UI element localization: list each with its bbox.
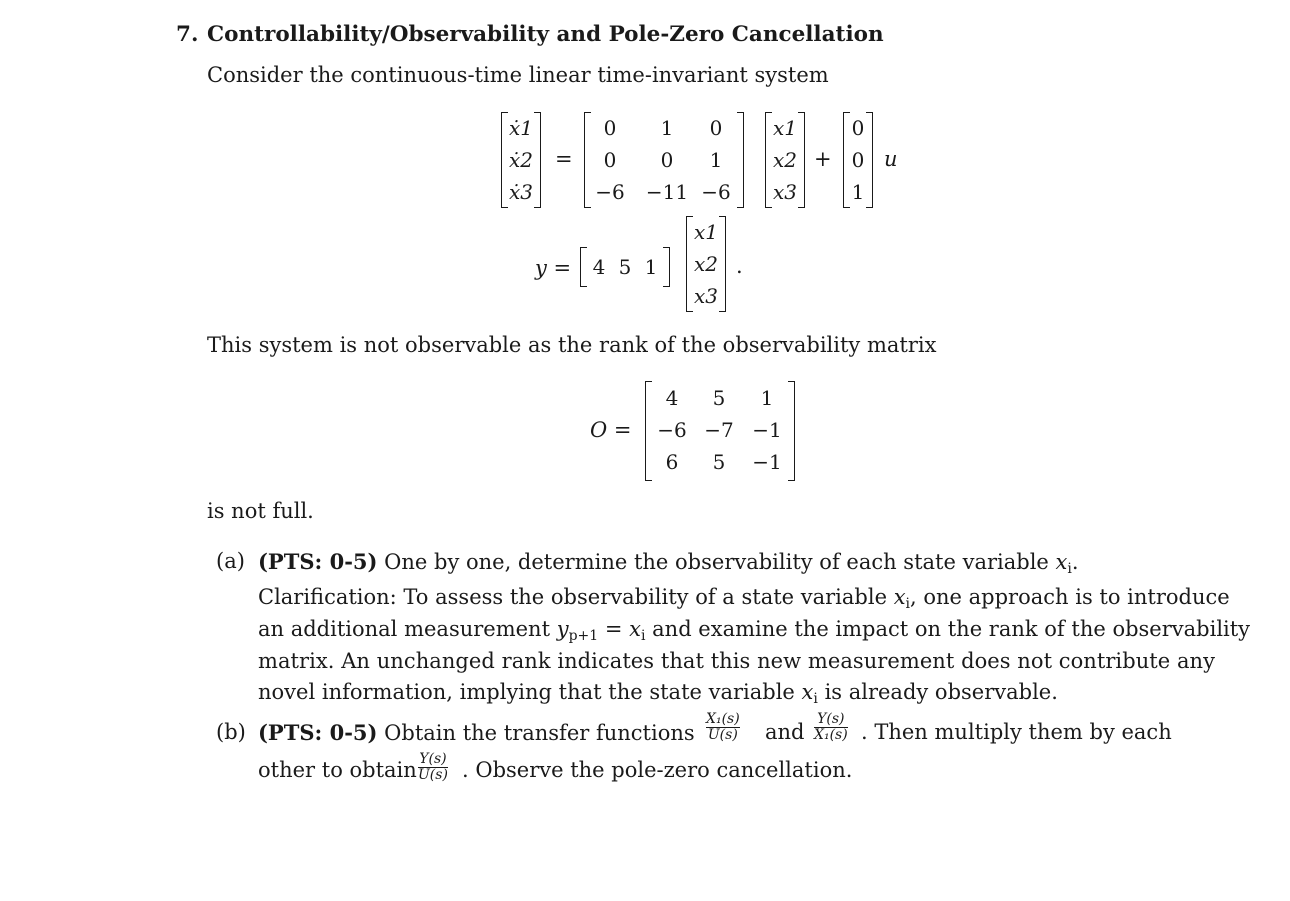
y-x-entry-1: x1 [693, 220, 718, 244]
output-period: . [736, 254, 743, 278]
plus-sign: + [814, 147, 832, 171]
clar4-var-sub: i [813, 691, 818, 707]
output-matrix-c [580, 247, 670, 287]
measurement-equals: = [598, 617, 630, 641]
a-12: 1 [660, 116, 674, 140]
clarification-text-4a: novel information, implying that the state variable [258, 680, 795, 704]
observability-text: This system is not observable as the rank of the observability matrix [207, 333, 937, 357]
fraction-3-denominator: U(s) [418, 767, 448, 783]
fraction-y-over-x1 [814, 712, 848, 743]
part-b-text-2b: . Observe the pole-zero cancellation. [462, 758, 853, 782]
b-entry-1: 0 [851, 116, 865, 140]
o-23: −1 [752, 418, 782, 442]
clar-var-sub: i [905, 596, 911, 612]
part-a-points: (PTS: 0-5) [258, 549, 378, 574]
observability-matrix [645, 381, 795, 481]
input-u: u [884, 147, 898, 171]
y-x-entry-2: x2 [693, 252, 718, 276]
measurement-y-sub: p+1 [568, 628, 599, 644]
state-derivative-vector [501, 112, 541, 208]
output-state-vector [686, 216, 726, 312]
y-x-entry-3: x3 [693, 284, 718, 308]
a-31: −6 [595, 180, 625, 204]
a-22: 0 [660, 148, 674, 172]
fraction-y-over-u [418, 752, 448, 783]
measurement-y: y [556, 617, 569, 641]
input-matrix-b [843, 112, 873, 208]
a-13: 0 [709, 116, 723, 140]
c-entry-3: 1 [644, 255, 658, 279]
clarification-text-2a: an additional measurement [258, 617, 551, 641]
system-matrix-a [584, 112, 744, 208]
c-entry-2: 5 [618, 255, 632, 279]
lhs-entry-1: ẋ1 [508, 116, 533, 140]
part-b-points: (PTS: 0-5) [258, 720, 378, 745]
observability-lhs: O = [590, 418, 632, 442]
fraction-1-numerator: X₁(s) [706, 711, 740, 727]
o-12: 5 [712, 386, 726, 410]
part-b-and: and [765, 720, 805, 744]
part-a-period: . [1071, 550, 1079, 574]
o-21: −6 [657, 418, 687, 442]
clarification-line-4 [258, 680, 1058, 707]
clarification-line-1 [258, 585, 1230, 612]
o-11: 4 [665, 386, 679, 410]
a-33: −6 [701, 180, 731, 204]
o-33: −1 [752, 450, 782, 474]
clarification-line-3: matrix. An unchanged rank indicates that this new measurement does not contribute any [258, 649, 1216, 673]
a-32: −11 [645, 180, 689, 204]
b-entry-2: 0 [851, 148, 865, 172]
part-b-text-1b: . Then multiply them by each [861, 720, 1172, 744]
clarification-text-2b: and examine the impact on the rank of the observability [645, 617, 1251, 641]
state-vector [765, 112, 805, 208]
clarification-text-1b: , one approach is to introduce [910, 585, 1230, 609]
part-b-label: (b) [216, 720, 246, 744]
o-31: 6 [665, 450, 679, 474]
part-b-line-1a [258, 720, 695, 745]
intro-text: Consider the continuous-time linear time-invariant system [207, 63, 829, 87]
a-23: 1 [709, 148, 723, 172]
clarification-text-1a: Clarification: To assess the observability of a state variable [258, 585, 888, 609]
fraction-1-denominator: U(s) [707, 727, 738, 743]
b-entry-3: 1 [851, 180, 865, 204]
x-entry-1: x1 [772, 116, 797, 140]
clarification-text-4b: is already observable. [824, 680, 1058, 704]
a-21: 0 [603, 148, 617, 172]
o-22: −7 [704, 418, 734, 442]
lhs-entry-3: ẋ3 [508, 180, 533, 204]
part-b-text-1a: Obtain the transfer functions [384, 721, 695, 745]
fraction-2-numerator: Y(s) [817, 711, 845, 727]
o-13: 1 [760, 386, 774, 410]
clar-var-x: x [893, 585, 906, 609]
not-full-text: is not full. [207, 499, 314, 523]
o-32: 5 [712, 450, 726, 474]
problem-title: Controllability/Observability and Pole-Zero Cancellation [207, 22, 884, 47]
equals-sign: = [555, 147, 573, 171]
part-a-label: (a) [216, 549, 245, 573]
clar4-var-x: x [801, 680, 814, 704]
lhs-entry-2: ẋ2 [508, 148, 533, 172]
measurement-var-x: x [629, 617, 641, 641]
fraction-2-denominator: X₁(s) [814, 727, 848, 743]
part-a-question: One by one, determine the observability of each state variable [384, 550, 1049, 574]
x-entry-2: x2 [772, 148, 797, 172]
state-var-sub: i [1067, 561, 1072, 577]
measurement-var-sub: i [640, 628, 646, 644]
c-entry-1: 4 [592, 255, 606, 279]
part-a-line-1 [258, 549, 1079, 577]
a-11: 0 [603, 116, 617, 140]
x-entry-3: x3 [772, 180, 797, 204]
clarification-line-2 [258, 617, 1250, 644]
output-lhs: y = [535, 256, 572, 280]
state-var-x: x [1055, 550, 1068, 574]
part-b-text-2a: other to obtain [258, 758, 417, 782]
fraction-x1-over-u [706, 712, 740, 743]
fraction-3-numerator: Y(s) [419, 751, 447, 767]
problem-number: 7. [176, 22, 199, 47]
